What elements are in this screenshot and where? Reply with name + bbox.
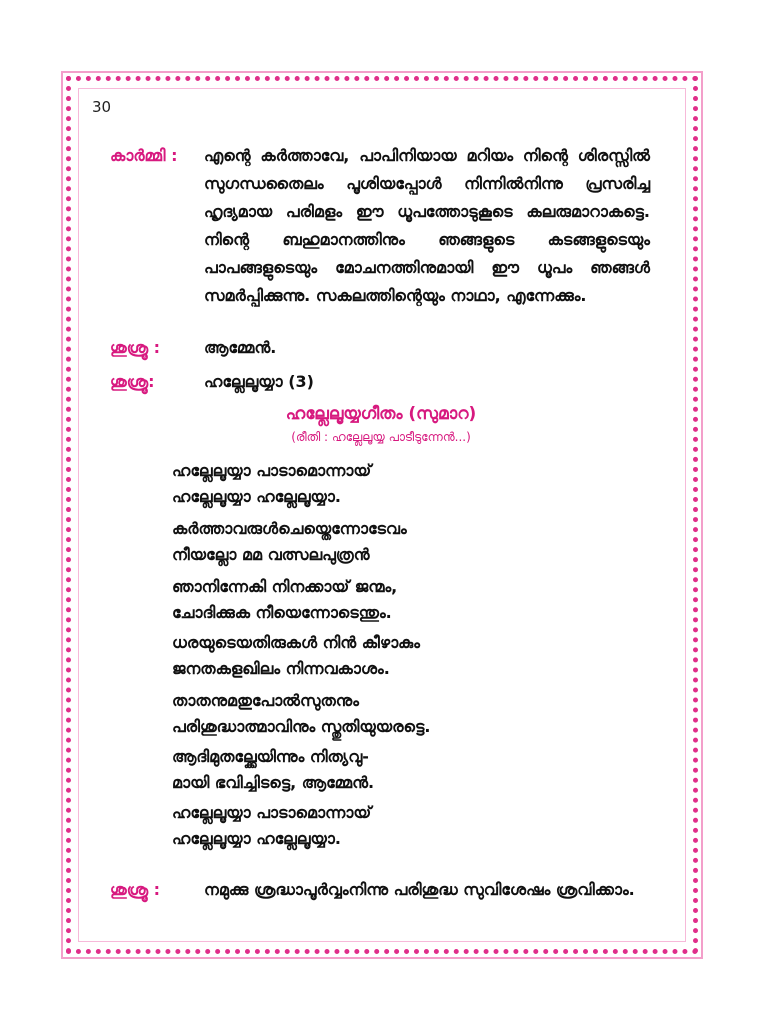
speaker-label: ശുശ്രൂ : xyxy=(110,338,161,357)
verse-line: നീയല്ലോ മമ വത്സലപുത്രൻ xyxy=(172,545,370,564)
hymn-title: ഹല്ലേലൂയ്യഗീതം (സുമാറ) xyxy=(285,404,477,424)
hymn-verse xyxy=(172,630,420,682)
verse-line: ഹല്ലേലൂയ്യാ പാടാമൊന്നായ് xyxy=(172,461,372,480)
verse-line: ഞാനിന്നേകി നിനക്കായ് ജന്മം, xyxy=(172,577,398,596)
verse-line: ജനതകളഖിലം നിന്നവകാശം. xyxy=(172,659,390,678)
verse-line: ഹല്ലേലൂയ്യാ ഹല്ലേലൂയ്യാ. xyxy=(172,829,341,848)
prayer-text: എന്റെ കർത്താവേ, പാപിനിയായ മറിയം നിന്റെ ശിരസ്സിൽ സുഗന്ധതൈലം പൂശിയപ്പോൾ നിന്നിൽനിന്നു പ്രസരിച്ച ഹൃദ്യമായ പരിമളം ഈ ധൂപത്തോടുകൂടെ കലരുമാറാകട്ടെ. നിന്റെ ബഹുമാനത്തിനും ഞങ്ങളുടെ കടങ്ങളുടെയും പാപങ്ങളുടെയും മോചനത്തിനുമായി ഈ ധൂപം ഞങ്ങൾ സമർപ്പിക്കുന്നു. സകലത്തിന്റെയും നാഥാ, എന്നേക്കും. xyxy=(204,146,650,305)
hymn-verse xyxy=(172,574,397,626)
hymn-verse xyxy=(172,800,371,852)
verse-line: മായി ഭവിച്ചിടട്ടെ, ആമ്മേൻ. xyxy=(172,773,375,792)
response-text: ഹല്ലേലൂയ്യാ (3) xyxy=(204,372,314,391)
speaker-label: ശുശ്രൂ: xyxy=(110,372,155,391)
hymn-verse xyxy=(172,744,374,796)
speaker-label: കാർമ്മി : xyxy=(110,146,178,165)
verse-line: കർത്താവരുൾചെയ്തെന്നോടേവം xyxy=(172,519,407,538)
verse-line: പരിശുദ്ധാത്മാവിനും സ്തുതിയുയരട്ടെ. xyxy=(172,717,431,736)
verse-line: ഹല്ലേലൂയ്യാ ഹല്ലേലൂയ്യാ. xyxy=(172,487,341,506)
verse-line: ധരയുടെയതിരുകൾ നിൻ കീഴാകും xyxy=(172,633,420,652)
verse-line: താതനുമതുപോൽസുതനും xyxy=(172,691,359,710)
response-text: ആമ്മേൻ. xyxy=(204,338,277,357)
verse-line: ഹല്ലേലൂയ്യാ പാടാമൊന്നായ് xyxy=(172,803,372,822)
speaker-label: ശുശ്രൂ : xyxy=(110,880,161,899)
dialogue-block-gospel-call xyxy=(110,876,650,936)
verse-line: ചോദിക്കുക നീയെന്നോടെന്തും. xyxy=(172,603,392,622)
page-number: 30 xyxy=(92,98,112,116)
response-text: നമുക്കു ശ്രദ്ധാപൂർവ്വംനിന്നു പരിശുദ്ധ സുവിശേഷം ശ്രവിക്കാം. xyxy=(204,880,635,899)
hymn-verse xyxy=(172,516,407,568)
hymn-verse xyxy=(172,458,371,510)
verse-line: ആദിമുതല്ക്കേയിന്നും നിത്യവു- xyxy=(172,747,369,766)
hymn-verse xyxy=(172,688,430,740)
dialogue-block-celebrant xyxy=(110,142,650,342)
hymn-tune: (രീതി : ഹല്ലേലൂയ്യ പാടീടുന്നേൻ...) xyxy=(291,430,471,444)
